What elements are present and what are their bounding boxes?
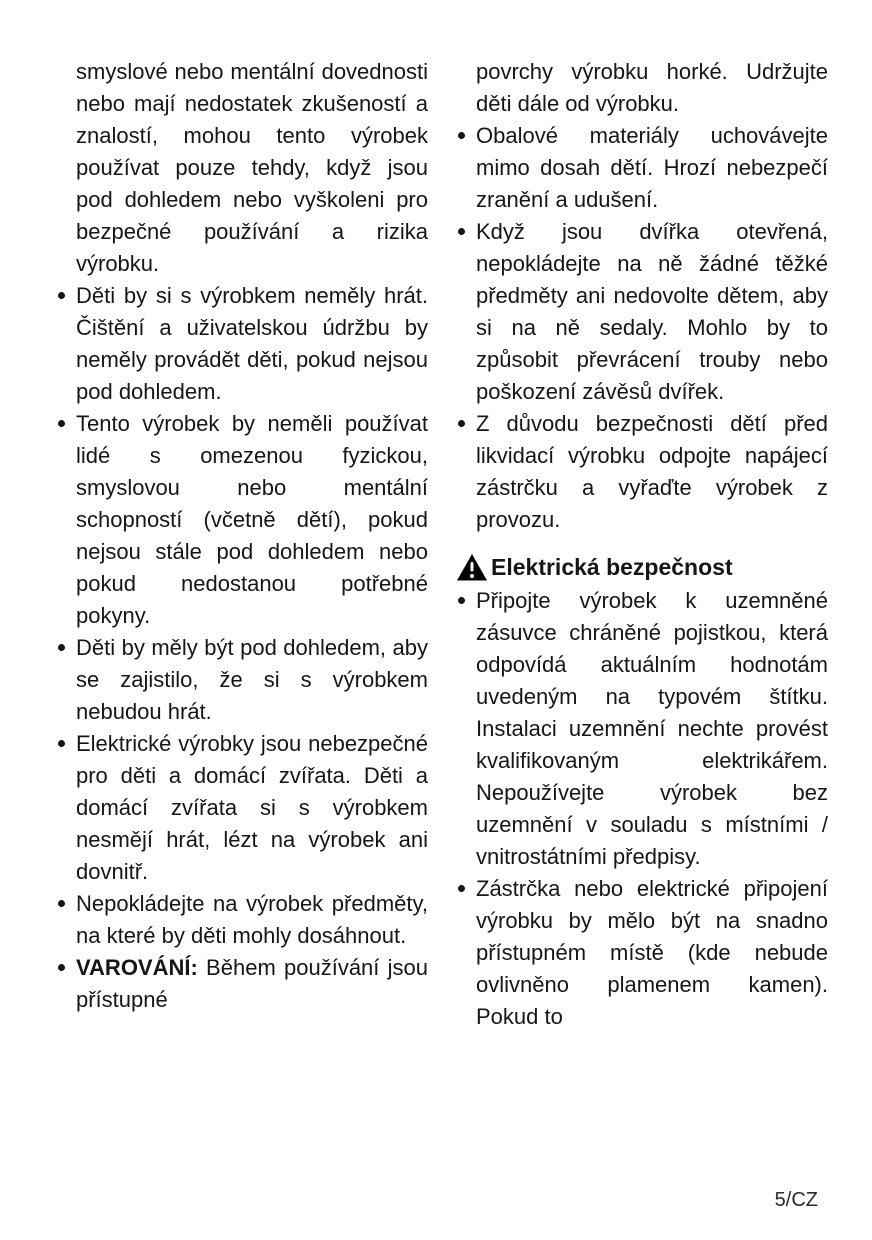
bullet-item: Elektrické výrobky jsou nebezpečné pro děti a domácí zvířata. Děti a domácí zvířata si s výrobkem nesmějí hrát, lézt na výrobek ani dovnitř. [56, 728, 428, 888]
bullet-item: Připojte výrobek k uzemněné zásuvce chráněné pojistkou, která odpovídá aktuálním hodnotám uvedeným na typovém štítku. Instalaci uzemnění nechte provést kvalifikovaným elektrikářem. Nepoužívejte výrobek bez uzemnění v souladu s místními / vnitrostátními předpisy. [456, 585, 828, 873]
warning-triangle-icon [456, 553, 488, 582]
bullet-item: Obalové materiály uchovávejte mimo dosah dětí. Hrozí nebezpečí zranění a udušení. [456, 120, 828, 216]
bullet-item: Tento výrobek by neměli používat lidé s omezenou fyzickou, smyslovou nebo mentální schopností (včetně dětí), pokud nejsou stále pod dohledem nebo pokud nedostanou potřebné pokyny. [56, 408, 428, 632]
section-heading [456, 551, 828, 583]
left-column [56, 56, 428, 1033]
bullet-item: Nepokládejte na výrobek předměty, na které by děti mohly dosáhnout. [56, 888, 428, 952]
page-number: 5/CZ [774, 1189, 818, 1211]
bullet-item: VAROVÁNÍ: Během používání jsou přístupné [56, 952, 428, 1016]
warning-label: VAROVÁNÍ: [76, 955, 198, 980]
paragraph-continuation: povrchy výrobku horké. Udržujte děti dále od výrobku. [476, 59, 828, 116]
section-heading-text: Elektrická bezpečnost [491, 554, 733, 580]
bullet-item: Děti by si s výrobkem neměly hrát. Čištění a uživatelskou údržbu by neměly provádět děti, pokud nejsou pod dohledem. [56, 280, 428, 408]
paragraph-continuation: smyslové nebo mentální dovednosti nebo mají nedostatek zkušeností a znalostí, mohou tento výrobek používat pouze tehdy, když jsou pod dohledem nebo vyškoleni pro bezpečné používání a rizika výrobku. [76, 59, 428, 276]
right-column [456, 56, 828, 1033]
bullet-item: Děti by měly být pod dohledem, aby se zajistilo, že si s výrobkem nebudou hrát. [56, 632, 428, 728]
bullet-item: Zástrčka nebo elektrické připojení výrobku by mělo být na snadno přístupném místě (kde nebude ovlivněno plamenem kamen). Pokud to [456, 873, 828, 1033]
bullet-item: Z důvodu bezpečnosti dětí před likvidací výrobku odpojte napájecí zástrčku a vyřaďte výrobek z provozu. [456, 408, 828, 536]
bullet-item: Když jsou dvířka otevřená, nepokládejte na ně žádné těžké předměty ani nedovolte dětem, aby si na ně sedaly. Mohlo by to způsobit převrácení trouby nebo poškození závěsů dvířek. [456, 216, 828, 408]
